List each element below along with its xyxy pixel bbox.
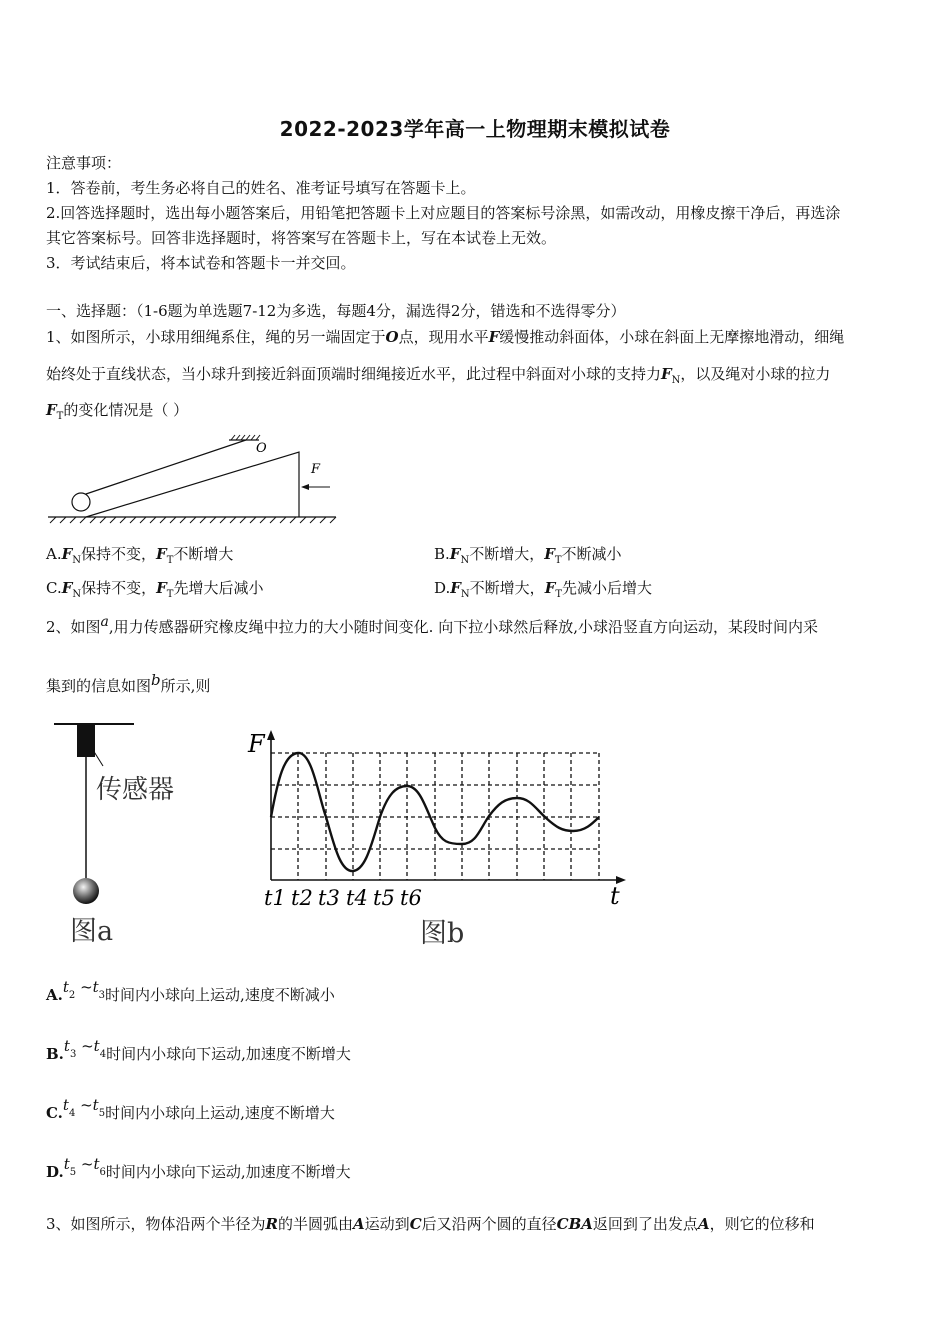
axis-label-t: t: [610, 882, 620, 910]
incline-figure: [46, 430, 346, 530]
hanging-ball: [73, 878, 99, 904]
axis-label-F: F: [248, 730, 265, 758]
q2-line-2: 集到的信息如图$^b$所示,则: [46, 671, 211, 695]
notice-heading: 注意事项：: [46, 154, 122, 172]
q1-option-d[interactable]: $D.F_N$不断增大，$F_T$先减小后增大: [434, 579, 653, 600]
fig-a-caption: 图a: [70, 916, 114, 947]
notice-item-1: 1．答卷前，考生务必将自己的姓名、准考证号填写在答题卡上。: [46, 179, 476, 197]
force-time-graph: [240, 724, 640, 952]
time-ticks: [264, 886, 422, 910]
q2-option-b[interactable]: $B.t_3$ $\sim t_4$时间内小球向下运动,加速度不断增大: [46, 1037, 351, 1063]
q1-option-a[interactable]: $A.F_N$保持不变，$F_T$不断增大: [46, 545, 234, 566]
fig-label-O: O: [256, 441, 267, 456]
sensor-block: [77, 725, 95, 757]
sensor-label: 传感器: [96, 775, 175, 805]
notice-item-3: 3．考试结束后，将本试卷和答题卡一并交回。: [46, 254, 356, 272]
fig-b-caption: 图b: [420, 918, 465, 949]
q1-option-b[interactable]: $B.F_N$不断增大，$F_T$不断减小: [434, 545, 622, 566]
q2-option-d[interactable]: $D.t_5$ $\sim t_6$时间内小球向下运动,加速度不断增大: [46, 1155, 351, 1181]
tick-t6: t6: [400, 886, 422, 910]
q1-line-1: 1、如图所示，小球用细绳系住，绳的另一端固定于O点，现用水平F缓慢推动斜面体，小球在斜面上无摩擦地滑动，细绳: [46, 328, 845, 346]
page-title: 2022-2023学年高一上物理期末模拟试卷: [279, 117, 671, 141]
sensor-figure: [46, 716, 226, 948]
notice-item-2-cont: 其它答案标号。回答非选择题时，将答案写在答题卡上，写在本试卷上无效。: [46, 229, 557, 247]
q1-option-c[interactable]: $C.F_N$保持不变，$F_T$先增大后减小: [46, 579, 264, 600]
tick-t4: t4: [346, 886, 368, 910]
q2-line-1: 2、如图$^a$,用力传感器研究橡皮绳中拉力的大小随时间变化. 向下拉小球然后释放,小球沿竖直方向运动，某段时间内采: [46, 614, 818, 636]
notice-item-2: 2.回答选择题时，选出每小题答案后，用铅笔把答题卡上对应题目的答案标号涂黑，如需改动，用橡皮擦干净后，再选涂: [46, 204, 841, 222]
incline-block: [86, 452, 299, 517]
ball: [72, 493, 90, 511]
rope: [83, 440, 246, 495]
q3-line-1: 3、如图所示，物体沿两个半径为R的半圆弧由A运动到C后又沿两个圆的直径CBA返回到了出发点A，则它的位移和: [46, 1215, 815, 1233]
graph-grid: [271, 753, 599, 880]
tick-t2: t2: [291, 886, 313, 910]
section-heading: 一、选择题：（1-6题为单选题7-12为多选，每题4分，漏选得2分，错选和不选得零分）: [46, 302, 626, 320]
q1-line-3: $F_T$的变化情况是（ ）: [46, 401, 189, 422]
tick-t1: t1: [264, 886, 286, 910]
tick-t3: t3: [318, 886, 340, 910]
q1-line-2: 始终处于直线状态，当小球升到接近斜面顶端时细绳接近水平，此过程中斜面对小球的支持力$F_N$，以及绳对小球的拉力: [46, 365, 831, 386]
fig-label-F: F: [311, 462, 321, 477]
q2-option-c[interactable]: $C.t_4$ $\sim t_5$时间内小球向上运动,速度不断增大: [46, 1096, 335, 1122]
q2-option-a[interactable]: $A.t_2$ $\sim t_3$时间内小球向上运动,速度不断减小: [46, 978, 335, 1004]
tick-t5: t5: [373, 886, 395, 910]
